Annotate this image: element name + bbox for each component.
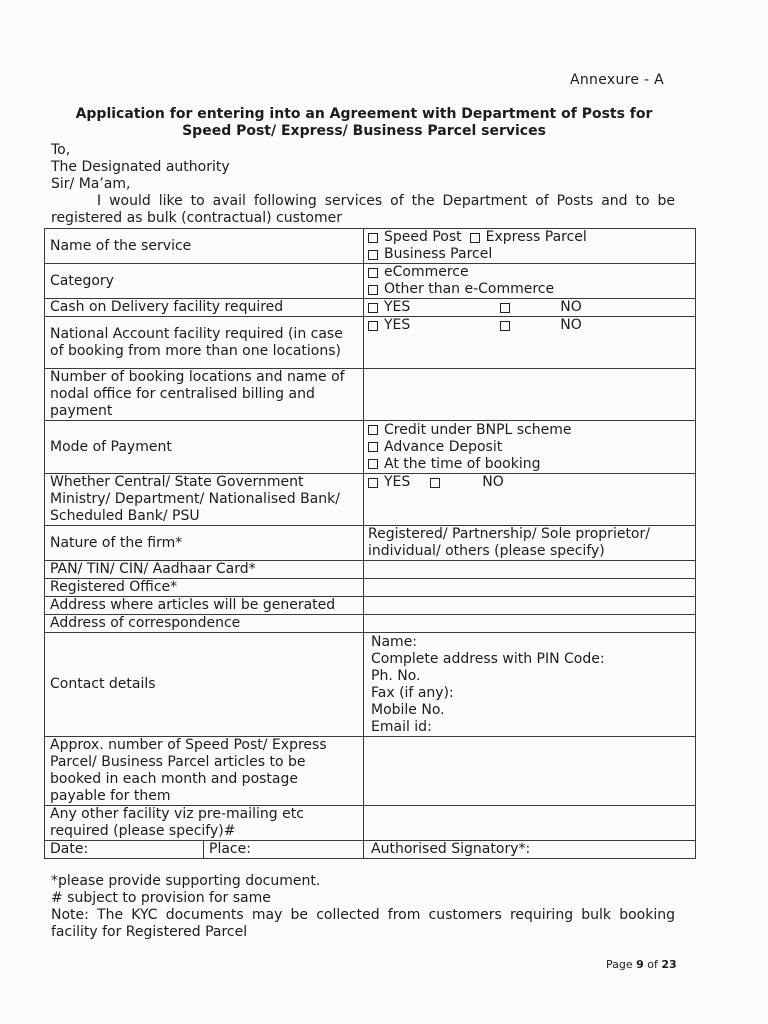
service-options (364, 229, 696, 264)
contact-phone: Ph. No. (371, 667, 421, 684)
articles-volume-label: Approx. number of Speed Post/ Express Parcel/ Business Parcel articles to be booked in each month and postage payable for them (45, 737, 364, 806)
contact-fax: Fax (if any): (371, 684, 454, 701)
speed-post-checkbox[interactable] (368, 233, 378, 243)
advance-deposit-label: Advance Deposit (384, 438, 503, 455)
pan-label: PAN/ TIN/ CIN/ Aadhaar Card* (45, 561, 364, 579)
place-label: Place: (209, 841, 251, 857)
row-national-account (45, 317, 696, 369)
national-no-checkbox[interactable] (500, 321, 510, 331)
page-current: 9 (636, 958, 644, 971)
other-facility-value[interactable] (364, 806, 696, 841)
bnpl-label: Credit under BNPL scheme (384, 421, 572, 438)
annexure-label: Annexure - A (570, 72, 665, 88)
letter-intro: I would like to avail following services of the Department of Posts and to be registered as bulk (contractual) customer (51, 193, 675, 226)
row-firm-nature (45, 526, 696, 561)
title-line-1: Application for entering into an Agreement with Department of Posts for (75, 106, 653, 122)
title-line-2: Speed Post/ Express/ Business Parcel services (182, 123, 546, 139)
bnpl-checkbox[interactable] (368, 425, 378, 435)
row-correspondence-address (45, 615, 696, 633)
contact-email: Email id: (371, 718, 432, 735)
non-ecommerce-label: Other than e-Commerce (384, 281, 555, 297)
at-booking-label: At the time of booking (384, 455, 541, 472)
row-payment-mode (45, 421, 696, 474)
cod-yes-label: YES (384, 299, 411, 315)
cod-options (364, 299, 696, 317)
non-ecommerce-checkbox[interactable] (368, 285, 378, 295)
booking-locations-value[interactable] (364, 369, 696, 421)
date-label: Date: (50, 841, 89, 857)
national-yes-checkbox[interactable] (368, 321, 378, 331)
business-parcel-label: Business Parcel (384, 246, 493, 262)
advance-deposit-checkbox[interactable] (368, 442, 378, 452)
government-yes-label: YES (384, 474, 411, 490)
national-yes-label: YES (384, 317, 411, 333)
row-pan (45, 561, 696, 579)
correspondence-address-value[interactable] (364, 615, 696, 633)
registered-office-value[interactable] (364, 579, 696, 597)
business-parcel-checkbox[interactable] (368, 250, 378, 260)
signatory-field[interactable] (364, 841, 696, 859)
government-no-label: NO (482, 474, 504, 490)
other-facility-label: Any other facility viz pre-mailing etc required (please specify)# (45, 806, 364, 841)
national-account-label: National Account facility required (in case of booking from more than one locations) (45, 317, 364, 369)
articles-volume-value[interactable] (364, 737, 696, 806)
registered-office-label: Registered Office* (45, 579, 364, 597)
service-label: Name of the service (45, 229, 364, 264)
contact-name: Name: (371, 633, 418, 650)
firm-nature-value: Registered/ Partnership/ Sole proprietor/ individual/ others (please specify) (364, 526, 696, 561)
booking-locations-label: Number of booking locations and name of nodal office for centralised billing and payment (45, 369, 364, 421)
government-label: Whether Central/ State Government Ministry/ Department/ Nationalised Bank/ Scheduled Bank/ PSU (45, 474, 364, 526)
row-service (45, 229, 696, 264)
cod-yes-checkbox[interactable] (368, 303, 378, 313)
row-other-facility (45, 806, 696, 841)
ecommerce-label: eCommerce (384, 264, 469, 280)
articles-address-value[interactable] (364, 597, 696, 615)
page-number (606, 958, 677, 971)
government-no-checkbox[interactable] (430, 478, 440, 488)
signatory-label: Authorised Signatory*: (371, 841, 531, 857)
date-place-cell (45, 841, 364, 859)
footnote-supporting-doc: *please provide supporting document. (51, 873, 321, 889)
page-prefix: Page (606, 958, 637, 971)
contact-details-value (364, 633, 696, 737)
row-cod (45, 299, 696, 317)
row-articles-address (45, 597, 696, 615)
express-parcel-checkbox[interactable] (470, 233, 480, 243)
kyc-note: Note: The KYC documents may be collected from customers requiring bulk booking facility for Registered Parcel (51, 907, 675, 940)
row-registered-office (45, 579, 696, 597)
payment-mode-label: Mode of Payment (45, 421, 364, 474)
national-no-label: NO (560, 317, 582, 333)
cod-no-checkbox[interactable] (500, 303, 510, 313)
speed-post-label: Speed Post (384, 229, 462, 245)
pan-value[interactable] (364, 561, 696, 579)
row-government (45, 474, 696, 526)
government-yes-checkbox[interactable] (368, 478, 378, 488)
footnote-provision: # subject to provision for same (51, 890, 271, 906)
letter-addressee: The Designated authority (51, 159, 230, 175)
letter-salutation: Sir/ Ma’am, (51, 176, 131, 192)
cod-label: Cash on Delivery facility required (45, 299, 364, 317)
row-articles-volume (45, 737, 696, 806)
page-title (40, 106, 688, 140)
at-booking-checkbox[interactable] (368, 459, 378, 469)
page-total: 23 (661, 958, 677, 971)
correspondence-address-label: Address of correspondence (45, 615, 364, 633)
category-label: Category (45, 264, 364, 299)
contact-mobile: Mobile No. (371, 701, 445, 718)
ecommerce-checkbox[interactable] (368, 268, 378, 278)
row-signature (45, 841, 696, 859)
row-booking-locations (45, 369, 696, 421)
payment-mode-options (364, 421, 696, 474)
government-options (364, 474, 696, 526)
contact-details-label: Contact details (45, 633, 364, 737)
place-field[interactable] (204, 841, 251, 858)
national-account-options (364, 317, 696, 369)
contact-address: Complete address with PIN Code: (371, 650, 605, 667)
articles-address-label: Address where articles will be generated (45, 597, 364, 615)
express-parcel-label: Express Parcel (485, 229, 587, 245)
category-options (364, 264, 696, 299)
row-contact-details (45, 633, 696, 737)
firm-nature-label: Nature of the firm* (45, 526, 364, 561)
letter-to: To, (51, 142, 71, 158)
row-category (45, 264, 696, 299)
cod-no-label: NO (560, 299, 582, 315)
application-form-table (44, 228, 696, 859)
date-field[interactable] (45, 841, 204, 858)
page-of: of (643, 958, 662, 971)
